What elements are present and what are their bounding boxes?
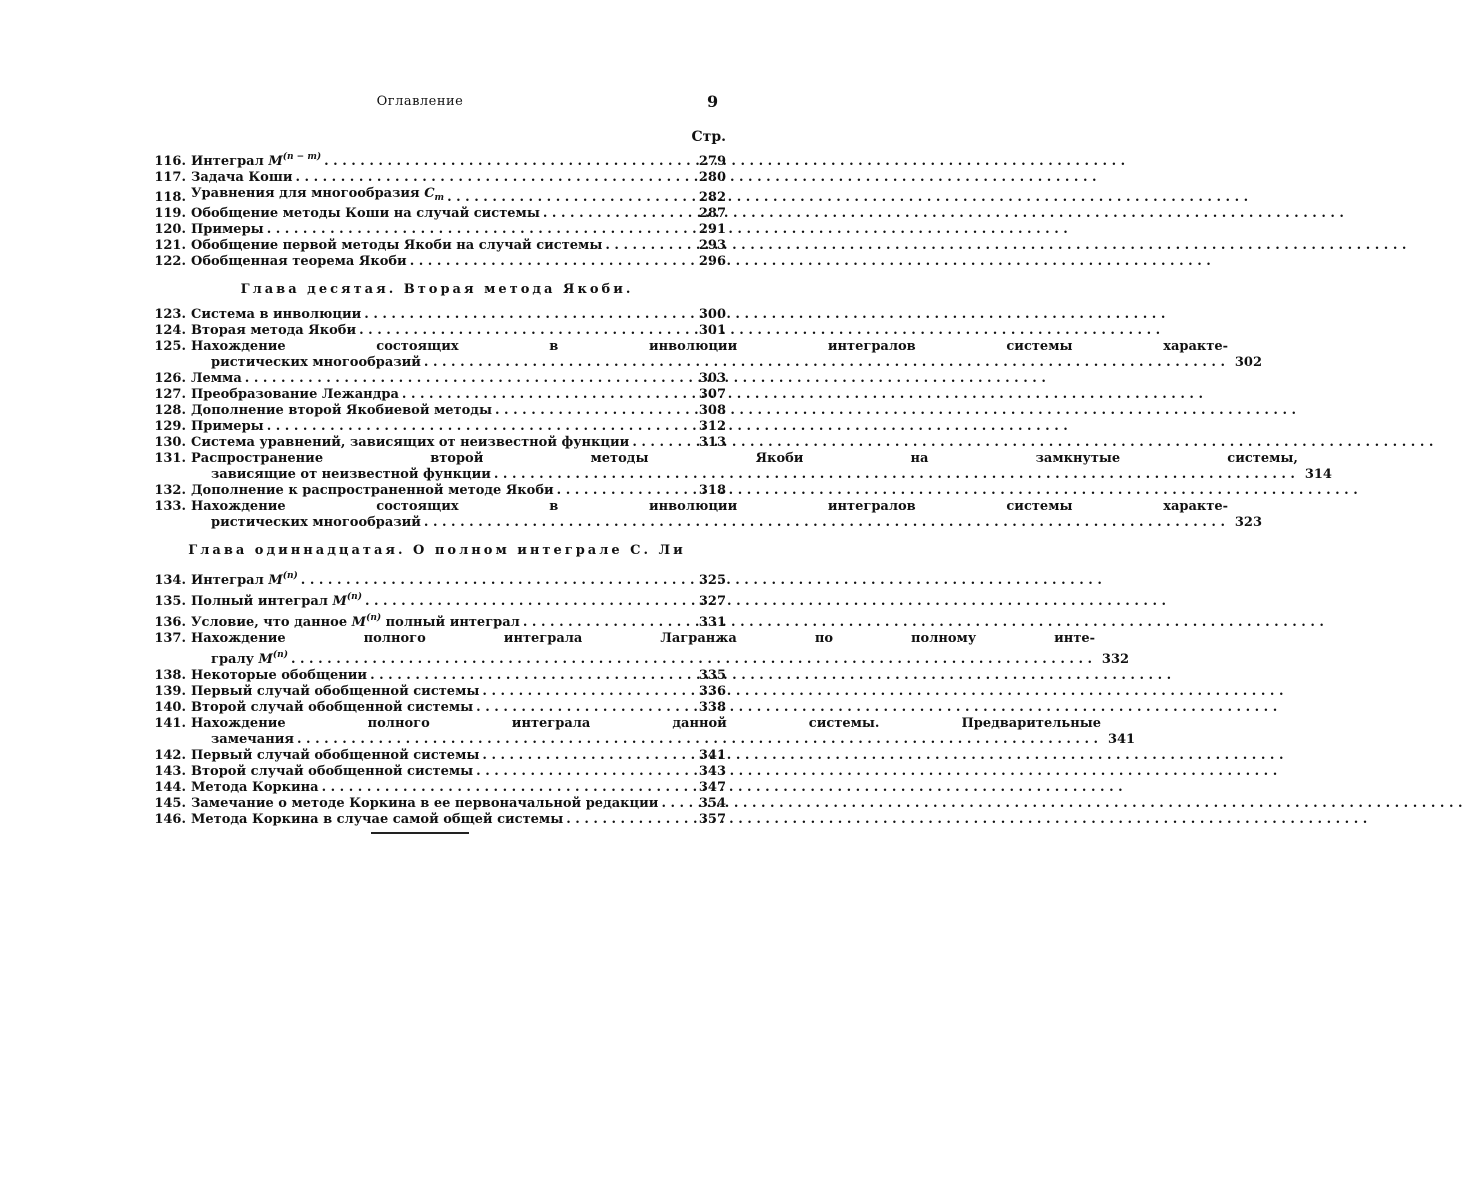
entry-title — [191, 668, 367, 684]
entry-number: 144. — [154, 780, 186, 795]
toc-entry — [148, 716, 1136, 748]
toc-entry — [148, 149, 726, 170]
entry-title-line1: Нахождение полного интеграла Лагранжа по полному инте- — [191, 631, 1096, 646]
entry-title-text: Замечание о методе Коркина в ее первоначальной редакции — [191, 796, 659, 811]
toc-entry — [148, 483, 726, 499]
entry-page: 331 — [698, 615, 726, 630]
entry-body — [191, 403, 692, 419]
entry-title-text: Обобщение первой методы Якоби на случай системы — [191, 238, 603, 253]
math-symbol: M — [332, 594, 347, 609]
math-superscript: (n − m) — [282, 152, 322, 162]
entry-body — [191, 170, 692, 186]
entry-title-text: Обобщение методы Коши на случай системы — [191, 206, 540, 221]
math-superscript: (n) — [346, 592, 362, 602]
entry-title — [191, 254, 407, 270]
entry-body — [191, 748, 692, 764]
entry-body — [191, 631, 1095, 668]
entry-number: 118. — [154, 190, 186, 205]
entry-title-text: Система уравнений, зависящих от неизвестной функции — [191, 435, 630, 450]
entry-title — [191, 684, 479, 700]
entry-number: 127. — [154, 387, 186, 402]
entry-title-line2 — [211, 467, 491, 483]
entry-page: 354 — [698, 796, 726, 811]
toc-entry — [148, 499, 1262, 531]
entry-page: 313 — [698, 435, 726, 450]
entry-body — [191, 451, 1298, 483]
end-rule — [371, 832, 469, 834]
entry-number: 139. — [154, 684, 186, 699]
dot-leader — [245, 371, 1046, 387]
entry-page: 318 — [698, 483, 726, 498]
entry-number: 133. — [154, 499, 186, 514]
entry-page: 341 — [1107, 732, 1136, 747]
entry-title-text: Некоторые обобщении — [191, 668, 368, 683]
entry-body — [191, 323, 692, 339]
toc-entry — [148, 780, 726, 796]
entry-number: 129. — [154, 419, 186, 434]
entry-title-line1: Нахождение состоящих в инволюции интегралов системы характе- — [191, 499, 1228, 514]
entry-title — [191, 186, 444, 206]
dot-leader — [476, 764, 1277, 780]
entry-body — [191, 222, 692, 238]
dot-leader — [482, 684, 1283, 700]
entry-page: 338 — [698, 700, 726, 715]
entry-body — [191, 610, 692, 631]
entry-page: 302 — [1234, 355, 1262, 370]
toc-entry — [148, 568, 726, 589]
entry-title-text: Лемма — [191, 371, 242, 386]
math-symbol: M — [268, 154, 283, 169]
entry-body — [191, 589, 692, 610]
dot-leader — [410, 254, 1211, 270]
entry-title — [191, 483, 554, 499]
entry-number: 131. — [154, 451, 186, 466]
math-superscript: (n) — [366, 613, 382, 623]
entry-title — [191, 222, 264, 238]
entry-title-line2-wrap — [191, 515, 1228, 531]
entry-title-text: Условие, что данное — [191, 615, 348, 630]
toc-entry — [148, 206, 726, 222]
entry-page: 336 — [698, 684, 726, 699]
math-subscript: m — [434, 193, 445, 203]
entry-title-text: Полный интеграл — [191, 594, 328, 609]
dot-leader — [267, 419, 1068, 435]
dot-leader — [365, 594, 1166, 610]
entry-body — [191, 764, 692, 780]
entry-title-text: Интеграл — [191, 154, 264, 169]
toc-entry — [148, 700, 726, 716]
entry-page: 282 — [698, 190, 726, 205]
entry-title-text: Первый случай обобщенной системы — [191, 748, 480, 763]
entry-body — [191, 780, 692, 796]
math-symbol: M — [351, 615, 367, 630]
entry-title — [191, 780, 319, 796]
entry-number: 134. — [154, 573, 186, 588]
entry-page: 296 — [698, 254, 726, 269]
entry-title — [191, 170, 292, 186]
toc-entry — [148, 451, 1332, 483]
toc-entry — [148, 796, 726, 812]
entry-title — [191, 610, 520, 631]
entry-title-text-after: полный интеграл — [385, 615, 520, 630]
toc-entry — [148, 812, 726, 828]
toc-entry — [148, 748, 726, 764]
entry-page: 343 — [698, 764, 726, 779]
dot-leader — [364, 307, 1165, 323]
entry-page: 347 — [698, 780, 726, 795]
dot-leader — [495, 403, 1296, 419]
entry-number: 119. — [154, 206, 186, 221]
entry-number: 120. — [154, 222, 186, 237]
entry-number: 125. — [154, 339, 186, 354]
entry-page: 308 — [698, 403, 726, 418]
entry-title-line1: Нахождение состоящих в инволюции интегралов системы характе- — [191, 339, 1228, 354]
dot-leader — [370, 668, 1171, 684]
entry-body — [191, 668, 692, 684]
entry-title-text: Примеры — [191, 222, 264, 237]
entry-title-line2-text: ристических многообразий — [211, 515, 421, 530]
entry-page: 279 — [698, 154, 726, 169]
entry-number: 132. — [154, 483, 186, 498]
toc-entry — [148, 684, 726, 700]
toc-entry — [148, 371, 726, 387]
entry-title-text: Второй случай обобщенной системы — [191, 764, 474, 779]
entry-title — [191, 323, 356, 339]
entry-number: 146. — [154, 812, 186, 827]
dot-leader — [359, 323, 1160, 339]
entry-body — [191, 700, 692, 716]
toc-group-chapter10 — [148, 307, 1332, 531]
dot-leader — [566, 812, 1367, 828]
entry-title — [191, 700, 473, 716]
entry-title-text: Метода Коркина — [191, 780, 319, 795]
entry-title-text: Уравнения для многообразия — [191, 186, 420, 201]
entry-title-line2 — [211, 732, 294, 748]
dot-leader — [424, 515, 1225, 531]
math-superscript: (n) — [272, 650, 288, 660]
toc-entry — [148, 238, 726, 254]
toc-entry — [148, 170, 726, 186]
entry-title — [191, 419, 264, 435]
toc-entry — [148, 764, 726, 780]
entry-title-line1: Нахождение полного интеграла данной системы. Предварительные — [191, 716, 1102, 731]
entry-body — [191, 684, 692, 700]
entry-page: 325 — [698, 573, 726, 588]
entry-title-line2-wrap — [191, 355, 1228, 371]
entry-body — [191, 339, 1228, 371]
page-number: 9 — [707, 92, 719, 111]
entry-page: 287 — [698, 206, 726, 221]
entry-page: 314 — [1304, 467, 1332, 482]
entry-title — [191, 748, 479, 764]
dot-leader — [632, 435, 1433, 451]
toc-entry — [148, 307, 726, 323]
entry-title-text: Вторая метода Якоби — [191, 323, 357, 338]
toc-entry — [148, 323, 726, 339]
running-head — [0, 94, 840, 114]
entry-page: 307 — [698, 387, 726, 402]
entry-title-line2-text: ристических многообразий — [211, 355, 421, 370]
entry-body — [191, 387, 692, 403]
entry-body — [191, 149, 692, 170]
dot-leader — [267, 222, 1068, 238]
entry-page: 291 — [698, 222, 726, 237]
entry-number: 140. — [154, 700, 186, 715]
entry-page: 335 — [698, 668, 726, 683]
entry-title — [191, 238, 602, 254]
math-superscript: (n) — [282, 571, 298, 581]
entry-title — [191, 796, 658, 812]
dot-leader — [402, 387, 1203, 403]
toc-entry — [148, 186, 726, 206]
entry-number: 116. — [154, 154, 186, 169]
entry-page: 280 — [698, 170, 726, 185]
entry-number: 135. — [154, 594, 186, 609]
toc-group-chapter9 — [148, 149, 726, 270]
entry-title-line2-text: замечания — [211, 732, 294, 747]
entry-body — [191, 812, 692, 828]
toc-entry — [148, 387, 726, 403]
entry-title — [191, 307, 361, 323]
entry-title-line2-wrap — [191, 647, 1095, 668]
chapter-heading-11: Глава одиннадцатая. О полном интеграле С. Ли — [188, 543, 686, 558]
entry-page: 312 — [698, 419, 726, 434]
dot-leader — [557, 483, 1358, 499]
entry-title-text: Второй случай обобщенной системы — [191, 700, 474, 715]
entry-title-line2-wrap — [191, 732, 1101, 748]
entry-body — [191, 254, 692, 270]
toc-group-chapter11 — [148, 568, 1136, 828]
entry-number: 126. — [154, 371, 186, 386]
entry-page: 303 — [698, 371, 726, 386]
dot-leader — [424, 355, 1225, 371]
toc-entry — [148, 403, 726, 419]
entry-title-text: Интеграл — [191, 573, 264, 588]
table-of-contents — [148, 125, 1332, 828]
entry-title-text: Дополнение к распространенной методе Якоби — [191, 483, 554, 498]
entry-body — [191, 238, 692, 254]
entry-page: 332 — [1101, 652, 1130, 667]
entry-page: 341 — [698, 748, 726, 763]
entry-number: 145. — [154, 796, 186, 811]
entry-page: 301 — [698, 323, 726, 338]
entry-title-line2 — [211, 515, 421, 531]
entry-body — [191, 499, 1228, 531]
entry-title — [191, 149, 321, 170]
entry-body — [191, 206, 692, 222]
math-symbol: M — [258, 652, 273, 667]
entry-number: 141. — [154, 716, 186, 731]
entry-title-text: Задача Коши — [191, 170, 293, 185]
entry-page: 327 — [698, 594, 726, 609]
entry-number: 130. — [154, 435, 186, 450]
dot-leader — [494, 467, 1295, 483]
entry-title — [191, 764, 473, 780]
entry-number: 143. — [154, 764, 186, 779]
dot-leader — [291, 652, 1092, 668]
entry-body — [191, 186, 692, 206]
math-symbol: M — [268, 573, 283, 588]
math-symbol: C — [424, 186, 435, 201]
entry-title-text: Примеры — [191, 419, 264, 434]
entry-number: 142. — [154, 748, 186, 763]
entry-number: 137. — [154, 631, 186, 646]
entry-title-text: Обобщенная теорема Якоби — [191, 254, 407, 269]
entry-title-text: Дополнение второй Якобиевой методы — [191, 403, 492, 418]
page-column-label: Стр. — [691, 129, 726, 145]
entry-number: 123. — [154, 307, 186, 322]
entry-title-line1: Распространение второй методы Якоби на замкнутые системы, — [191, 451, 1298, 466]
entry-body — [191, 796, 692, 812]
entry-title-line2 — [211, 647, 288, 668]
entry-title-line2-text: зависящие от неизвестной функции — [211, 467, 491, 482]
toc-entry — [148, 631, 1130, 668]
dot-leader — [661, 796, 1462, 812]
entry-title — [191, 568, 298, 589]
entry-page: 300 — [698, 307, 726, 322]
toc-entry — [148, 435, 726, 451]
entry-number: 117. — [154, 170, 186, 185]
entry-title — [191, 387, 399, 403]
entry-body — [191, 716, 1101, 748]
running-title: Оглавление — [376, 94, 464, 109]
dot-leader — [523, 615, 1324, 631]
entry-number: 122. — [154, 254, 186, 269]
entry-title-text: Метода Коркина в случае самой общей системы — [191, 812, 564, 827]
entry-body — [191, 435, 692, 451]
toc-entry — [148, 589, 726, 610]
toc-entry — [148, 222, 726, 238]
toc-entry — [148, 339, 1262, 371]
entry-page: 323 — [1234, 515, 1262, 530]
entry-title-text: Система в инволюции — [191, 307, 362, 322]
entry-number: 121. — [154, 238, 186, 253]
entry-number: 124. — [154, 323, 186, 338]
dot-leader — [447, 190, 1248, 206]
entry-body — [191, 371, 692, 387]
entry-title — [191, 371, 242, 387]
entry-title — [191, 435, 629, 451]
entry-title-line2 — [211, 355, 421, 371]
chapter-heading-10: Глава десятая. Вторая метода Якоби. — [240, 282, 634, 297]
entry-page: 293 — [698, 238, 726, 253]
entry-title — [191, 589, 362, 610]
toc-entry — [148, 419, 726, 435]
entry-body — [191, 483, 692, 499]
entry-body — [191, 568, 692, 589]
toc-entry — [148, 668, 726, 684]
dot-leader — [543, 206, 1344, 222]
entry-number: 128. — [154, 403, 186, 418]
entry-number: 136. — [154, 615, 186, 630]
entry-page: 357 — [698, 812, 726, 827]
dot-leader — [476, 700, 1277, 716]
entry-body — [191, 307, 692, 323]
entry-body — [191, 419, 692, 435]
toc-entry — [148, 254, 726, 270]
entry-title-line2-text: гралу — [211, 652, 254, 667]
dot-leader — [482, 748, 1283, 764]
entry-number: 138. — [154, 668, 186, 683]
toc-entry — [148, 610, 726, 631]
entry-title — [191, 812, 563, 828]
entry-title-text: Первый случай обобщенной системы — [191, 684, 480, 699]
entry-title-text: Преобразование Лежандра — [191, 387, 399, 402]
dot-leader — [297, 732, 1098, 748]
entry-title — [191, 403, 492, 419]
entry-title-line2-wrap — [191, 467, 1298, 483]
entry-title — [191, 206, 540, 222]
